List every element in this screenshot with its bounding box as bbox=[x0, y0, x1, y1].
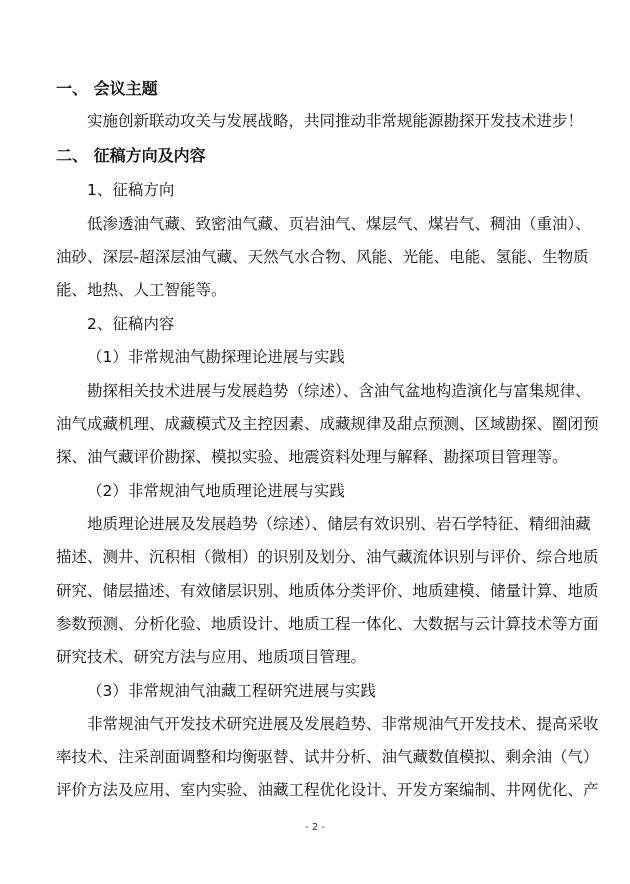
paragraph-line: 评价方法及应用、室内实验、油藏工程优化设计、开发方案编制、井网优化、产 bbox=[56, 781, 599, 799]
subheading-direction: 1、征稿方向 bbox=[87, 181, 175, 199]
paragraph-line: 油砂、深层-超深层油气藏、天然气水合物、风能、光能、电能、氢能、生物质 bbox=[56, 248, 589, 266]
section-2-heading: 二、 征稿方向及内容 bbox=[56, 146, 206, 165]
paragraph-line: 地质理论进展及发展趋势（综述）、储层有效识别、岩石学特征、精细油藏 bbox=[87, 515, 591, 533]
paragraph-line: 率技术、注采剖面调整和均衡驱替、试井分析、油气藏数值模拟、剩余油（气） bbox=[56, 748, 599, 766]
paragraph-line: 描述、测井、沉积相（微相）的识别及划分、油气藏流体识别与评价、综合地质 bbox=[56, 548, 599, 566]
content-2-title: （2）非常规油气地质理论进展与实践 bbox=[87, 482, 345, 500]
subheading-content: 2、征稿内容 bbox=[87, 315, 175, 333]
paragraph-line: 能、地热、人工智能等。 bbox=[56, 281, 227, 299]
paragraph-line: 研究、储层描述、有效储层识别、地质体分类评价、地质建模、储量计算、地质 bbox=[56, 582, 599, 600]
meeting-theme-text: 实施创新联动攻关与发展战略，共同推动非常规能源勘探开发技术进步！ bbox=[87, 112, 584, 130]
paragraph-line: 研究技术、研究方法与应用、地质项目管理。 bbox=[56, 648, 367, 666]
paragraph-line: 非常规油气开发技术研究进展及发展趋势、非常规油气开发技术、提高采收 bbox=[87, 715, 599, 733]
section-1-heading: 一、 会议主题 bbox=[56, 79, 158, 98]
paragraph-line: 勘探相关技术进展与发展趋势（综述）、含油气盆地构造演化与富集规律、 bbox=[87, 382, 591, 400]
paragraph-line: 低渗透油气藏、致密油气藏、页岩油气、煤层气、煤岩气、稠油（重油）、 bbox=[87, 215, 591, 233]
content-1-title: （1）非常规油气勘探理论进展与实践 bbox=[87, 348, 345, 366]
content-3-title: （3）非常规油气油藏工程研究进展与实践 bbox=[87, 682, 376, 700]
paragraph-line: 参数预测、分析化验、地质设计、地质工程一体化、大数据与云计算技术等方面 bbox=[56, 615, 599, 633]
page-number: - 2 - bbox=[305, 822, 325, 833]
paragraph-line: 油气成藏机理、成藏模式及主控因素、成藏规律及甜点预测、区域勘探、圈闭预 bbox=[56, 415, 599, 433]
paragraph-line: 探、油气藏评价勘探、模拟实验、地震资料处理与解释、勘探项目管理等。 bbox=[56, 448, 568, 466]
